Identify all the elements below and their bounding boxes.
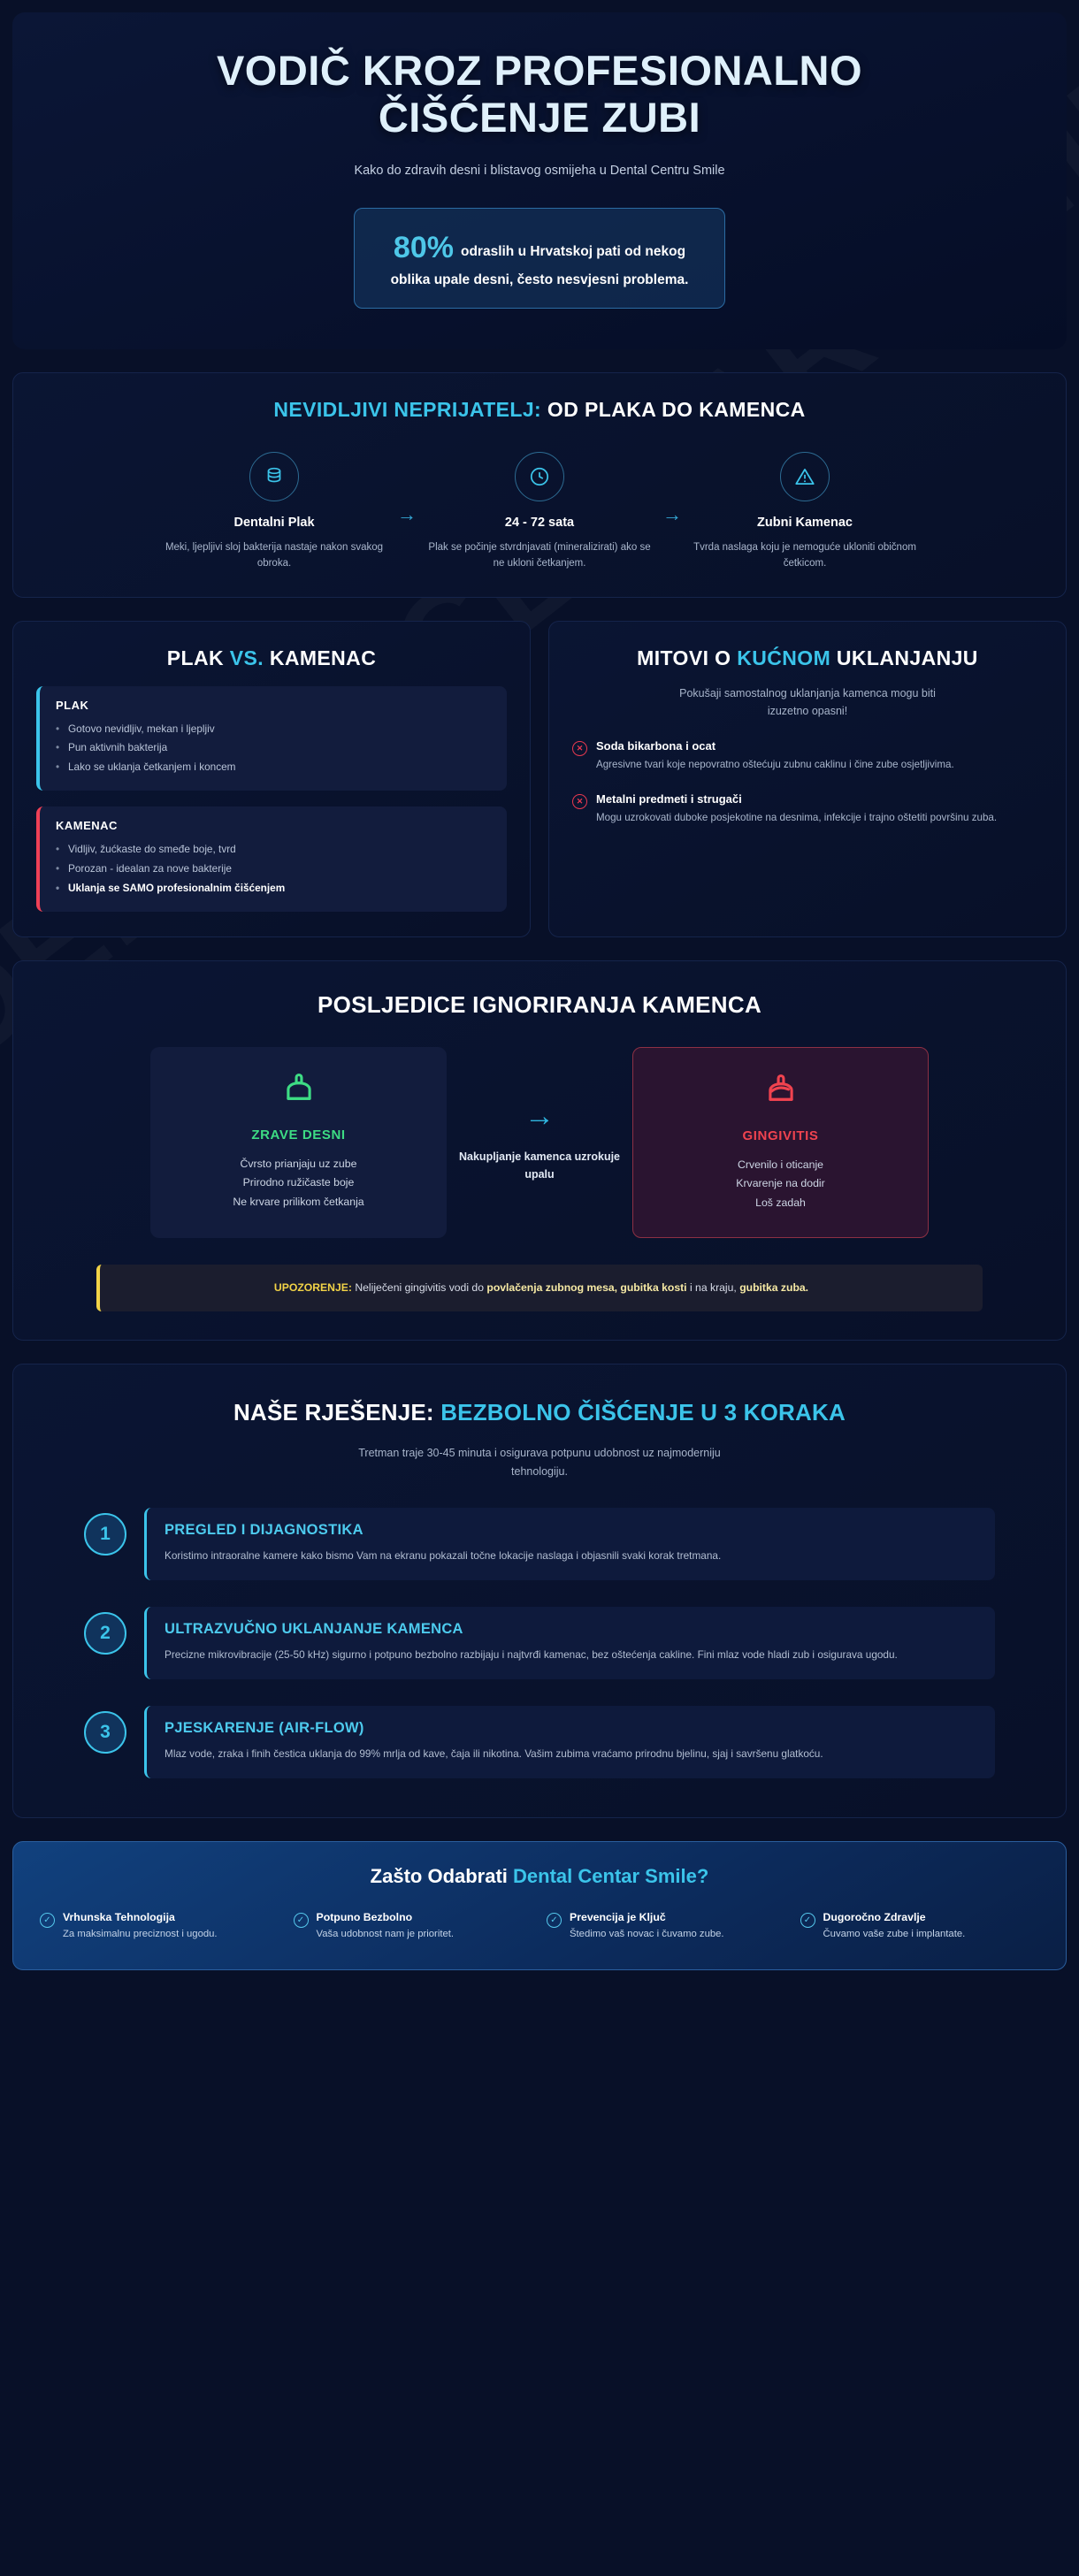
hero-subtitle: Kako do zdravih desni i blistavog osmijeha u Dental Centru Smile bbox=[354, 164, 725, 179]
myths-title-accent: KUĆNOM bbox=[737, 646, 831, 669]
flow-step-time bbox=[420, 452, 659, 572]
step-desc: Koristimo intraoralne kamere kako bismo Vam na ekranu pokazali točne lokacije naslaga i objasnili svaki korak tretmana. bbox=[165, 1549, 722, 1563]
step-title: ULTRAZVUČNO UKLANJANJE KAMENCA bbox=[165, 1621, 463, 1638]
gingivitis-card bbox=[632, 1047, 929, 1239]
benefit-title: Potpuno Bezbolno bbox=[316, 1911, 413, 1924]
flow-step-title: 24 - 72 sata bbox=[504, 516, 575, 531]
benefit-title: Prevencija je Ključ bbox=[570, 1911, 666, 1924]
footer-title bbox=[40, 1865, 1039, 1888]
kamenac-heading: KAMENAC bbox=[56, 819, 118, 833]
layers-stack-icon bbox=[249, 452, 299, 501]
check-circle-icon: ✓ bbox=[547, 1913, 562, 1928]
content-root bbox=[12, 12, 1067, 1970]
step-body bbox=[144, 1508, 995, 1580]
solution-step-2 bbox=[36, 1607, 1043, 1679]
flow-arrow-2: → bbox=[662, 503, 682, 526]
page-title-line1: VODIČ KROZ PROFESIONALNO bbox=[216, 47, 863, 94]
consequences-title: POSLJEDICE IGNORIRANJA KAMENCA bbox=[317, 990, 762, 1018]
healthy-gums-line: Prirodno ružičaste boje bbox=[242, 1176, 355, 1189]
step-title: PREGLED I DIJAGNOSTIKA bbox=[165, 1522, 363, 1539]
enemy-title-rest: OD PLAKA DO KAMENCA bbox=[541, 398, 806, 422]
stat-text-line1: odraslih u Hrvatskoj pati od nekog bbox=[460, 244, 686, 260]
healthy-gums-line: Čvrsto prianjaju uz zube bbox=[240, 1157, 357, 1170]
solution-section bbox=[12, 1364, 1067, 1818]
x-circle-icon: ✕ bbox=[572, 794, 587, 809]
list-item: • Porozan - idealan za nove bakterije bbox=[56, 860, 493, 879]
step-title: PJESKARENJE (AIR-FLOW) bbox=[165, 1720, 364, 1737]
check-circle-icon: ✓ bbox=[800, 1913, 815, 1928]
myth-heading: Soda bikarbona i ocat bbox=[596, 738, 716, 753]
solution-title-part1: NAŠE RJEŠENJE: bbox=[233, 1398, 441, 1426]
page-title-line2: ČIŠĆENJE ZUBI bbox=[378, 93, 701, 141]
healthy-gums-title: ZRAVE DESNI bbox=[251, 1127, 346, 1143]
enemy-title bbox=[36, 398, 1043, 422]
flow-step-title: Dentalni Plak bbox=[233, 516, 315, 531]
stat-text-line2: oblika upale desni, često nesvjesni problema. bbox=[390, 271, 689, 287]
list-item: • Uklanja se SAMO profesionalnim čišćenjem bbox=[56, 879, 493, 898]
benefit-title: Dugoročno Zdravlje bbox=[823, 1911, 926, 1924]
healthy-gums-icon bbox=[166, 1070, 431, 1113]
list-item: • Gotovo nevidljiv, mekan i ljepljiv bbox=[56, 720, 493, 739]
step-desc: Mlaz vode, zraka i finih čestica uklanja do 99% mrlja od kave, čaja ili nikotina. Vašim zubima vraćamo prirodnu bjelinu, sjaj i savršenu glatkoću. bbox=[165, 1747, 823, 1761]
footer-title-accent: Dental Centar Smile? bbox=[513, 1865, 709, 1888]
benefit-desc: Za maksimalnu preciznost i ugodu. bbox=[63, 1929, 218, 1940]
solution-step-3 bbox=[36, 1706, 1043, 1778]
benefit-desc: Vaša udobnost nam je prioritet. bbox=[316, 1929, 455, 1940]
compare-title bbox=[36, 646, 507, 670]
list-item: • Pun aktivnih bakterija bbox=[56, 738, 493, 758]
hero-section bbox=[12, 12, 1067, 349]
healthy-gums-card bbox=[150, 1047, 447, 1239]
warning-text-before: Neliječeni gingivitis vodi do bbox=[351, 1281, 487, 1295]
myth-item-1 bbox=[572, 739, 1043, 774]
warning-triangle-icon bbox=[780, 452, 830, 501]
solution-title bbox=[36, 1398, 1043, 1428]
flow-step-title: Zubni Kamenac bbox=[757, 516, 853, 531]
benefit-desc: Čuvamo vaše zube i implantate. bbox=[823, 1929, 966, 1940]
compare-title-part1: PLAK bbox=[166, 646, 230, 669]
x-circle-icon: ✕ bbox=[572, 741, 587, 756]
myths-intro: Pokušaji samostalnog uklanjanja kamenca mogu biti izuzetno opasni! bbox=[679, 686, 936, 717]
solution-title-accent: BEZBOLNO ČIŠĆENJE U 3 KORAKA bbox=[440, 1398, 846, 1426]
step-number-badge: 3 bbox=[84, 1711, 126, 1754]
step-number-badge: 1 bbox=[84, 1513, 126, 1556]
plak-box bbox=[36, 686, 507, 791]
benefit-item-3 bbox=[547, 1911, 786, 1943]
solution-step-1 bbox=[36, 1508, 1043, 1580]
compare-title-accent: VS. bbox=[229, 646, 264, 669]
step-desc: Precizne mikrovibracije (25-50 kHz) sigurno i potpuno bezbolno razbijaju i najtvrđi kamenac, bez oštećenja cakline. Fini mlaz vode hladi zub i osigurava ugodu. bbox=[165, 1648, 898, 1662]
compare-myths-row bbox=[12, 621, 1067, 937]
step-body bbox=[144, 1706, 995, 1778]
myth-heading: Metalni predmeti i strugači bbox=[596, 792, 742, 806]
list-item: • Lako se uklanja četkanjem i koncem bbox=[56, 758, 493, 777]
flow-step-desc: Tvrda naslaga koju je nemoguće ukloniti običnom četkicom. bbox=[693, 542, 916, 569]
myths-section bbox=[548, 621, 1067, 937]
kamenac-box bbox=[36, 806, 507, 911]
footer-section bbox=[12, 1841, 1067, 1970]
gingivitis-line: Krvarenje na dodir bbox=[736, 1177, 825, 1190]
inflamed-gums-icon bbox=[649, 1071, 912, 1114]
flow-step-desc: Meki, ljepljivi sloj bakterija nastaje nakon svakog obroka. bbox=[165, 542, 384, 569]
page-title bbox=[48, 48, 1031, 141]
consequences-section bbox=[12, 960, 1067, 1341]
stat-percent: 80% bbox=[393, 231, 454, 265]
myths-title-part1: MITOVI O bbox=[637, 646, 738, 669]
benefit-item-4 bbox=[800, 1911, 1040, 1943]
solution-subtitle: Tretman traje 30-45 minuta i osigurava potpunu udobnost uz najmoderniju tehnologiju. bbox=[358, 1446, 721, 1478]
plaque-flow bbox=[36, 452, 1043, 572]
stat-callout-box bbox=[354, 208, 725, 309]
transition-arrow-icon: → bbox=[524, 1099, 555, 1134]
warning-text-mid: i na kraju, bbox=[686, 1281, 740, 1295]
myth-item-2 bbox=[572, 792, 1043, 827]
myths-title bbox=[572, 646, 1043, 670]
flow-step-tartar bbox=[685, 452, 924, 572]
warning-label: UPOZORENJE: bbox=[273, 1281, 352, 1295]
benefit-desc: Štedimo vaš novac i čuvamo zube. bbox=[570, 1929, 724, 1940]
myth-desc: Agresivne tvari koje nepovratno oštećuju zubnu caklinu i čine zube osjetljivima. bbox=[596, 758, 954, 770]
benefit-item-2 bbox=[294, 1911, 533, 1943]
transition-text: Nakupljanje kamenca uzrokuje upalu bbox=[459, 1150, 621, 1181]
benefit-item-1 bbox=[40, 1911, 279, 1943]
myths-title-part2: UKLANJANJU bbox=[830, 646, 978, 669]
consequences-row bbox=[36, 1047, 1043, 1239]
step-number-badge: 2 bbox=[84, 1612, 126, 1655]
clock-icon bbox=[515, 452, 564, 501]
enemy-title-accent: NEVIDLJIVI NEPRIJATELJ: bbox=[273, 398, 542, 422]
plak-heading: PLAK bbox=[56, 698, 89, 712]
check-circle-icon: ✓ bbox=[294, 1913, 309, 1928]
gingivitis-title: GINGIVITIS bbox=[742, 1127, 819, 1143]
step-body bbox=[144, 1607, 995, 1679]
benefits-row bbox=[40, 1911, 1039, 1943]
warning-bold-1: povlačenja zubnog mesa, gubitka kosti bbox=[486, 1281, 687, 1295]
benefit-title: Vrhunska Tehnologija bbox=[63, 1911, 175, 1924]
gingivitis-line: Loš zadah bbox=[755, 1196, 806, 1209]
enemy-section bbox=[12, 372, 1067, 598]
check-circle-icon: ✓ bbox=[40, 1913, 55, 1928]
list-item: • Vidljiv, žućkaste do smeđe boje, tvrd bbox=[56, 840, 493, 860]
warning-banner bbox=[96, 1265, 982, 1311]
warning-bold-2: gubitka zuba. bbox=[739, 1281, 809, 1295]
footer-title-part1: Zašto Odabrati bbox=[370, 1865, 514, 1888]
plak-list bbox=[56, 720, 493, 777]
consequences-transition bbox=[447, 1047, 632, 1239]
healthy-gums-line: Ne krvare prilikom četkanja bbox=[233, 1195, 364, 1208]
compare-title-part2: KAMENAC bbox=[264, 646, 377, 669]
myth-desc: Mogu uzrokovati duboke posjekotine na desnima, infekcije i trajno oštetiti površinu zuba. bbox=[596, 812, 998, 824]
flow-arrow-1: → bbox=[397, 503, 417, 526]
flow-step-plaque bbox=[155, 452, 394, 572]
flow-step-desc: Plak se počinje stvrdnjavati (mineralizirati) ako se ne ukloni četkanjem. bbox=[428, 542, 651, 569]
gingivitis-line: Crvenilo i oticanje bbox=[737, 1158, 824, 1171]
compare-section bbox=[12, 621, 531, 937]
kamenac-list bbox=[56, 840, 493, 898]
